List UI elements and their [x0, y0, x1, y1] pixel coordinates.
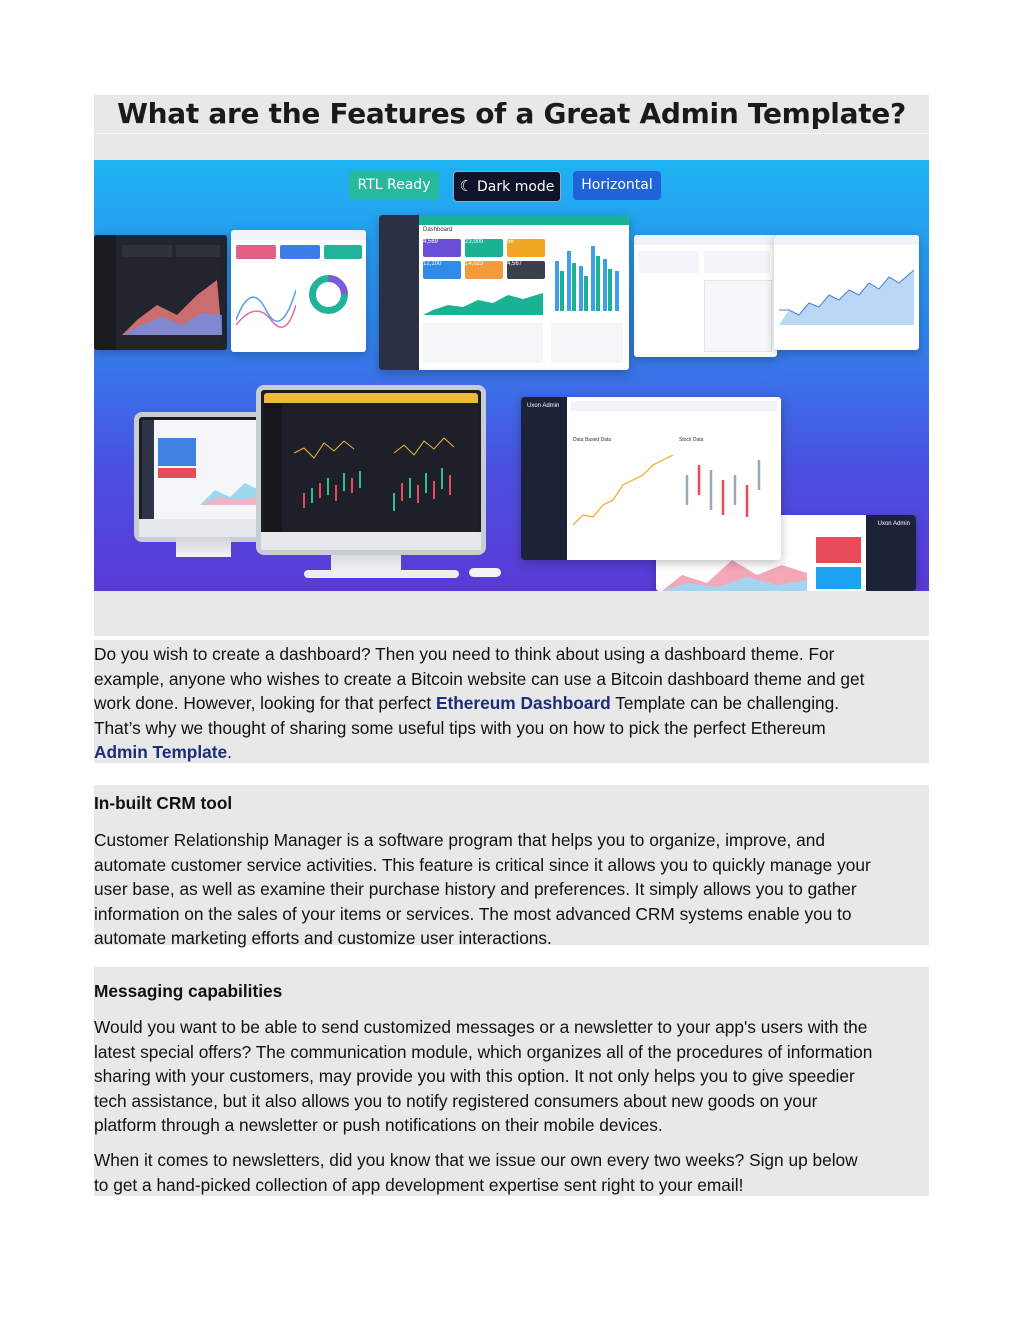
uxon-admin-screenshot — [521, 397, 781, 560]
moon-icon: ☾ — [459, 177, 474, 195]
stat-5: 14,023 — [465, 261, 484, 267]
messaging-paragraph — [94, 1015, 872, 1138]
chart-b-title: Stock Data — [679, 437, 704, 443]
newsletter-line-1: When it comes to newsletters, did you know that we issue our own every two weeks? Sign up below — [94, 1150, 858, 1170]
candlestick-chart-graphic — [294, 423, 464, 523]
dark-mode-badge — [453, 171, 561, 202]
messaging-line-1: Would you want to be able to send customized messages or a newsletter to your app's users with the — [94, 1017, 868, 1037]
intro-line-3-tail: Template can be challenging. — [610, 693, 840, 714]
intro-line-2: example, anyone who wishes to create a Bitcoin website can use a Bitcoin dashboard theme and get — [94, 668, 865, 689]
messaging-line-4: tech assistance, but it also allows you to notify registered consumers about new goods on your — [94, 1090, 818, 1111]
mouse-graphic — [469, 568, 501, 577]
horizontal-badge: Horizontal — [573, 171, 661, 200]
stat-2: 23,009 — [465, 239, 484, 245]
crm-line-2: automate customer service activities. This feature is critical since it allows you to quickly manage your — [94, 854, 871, 875]
intro-line-3 — [94, 691, 929, 716]
rtl-ready-badge: RTL Ready — [349, 171, 439, 200]
ethereum-dashboard-link[interactable]: Ethereum Dashboard — [435, 693, 611, 714]
crm-line-4: information on the sales of your items or services. The most advanced CRM systems enable you to — [94, 903, 852, 924]
stat-6: 4,567 — [507, 261, 523, 267]
crm-line-5: automate marketing efforts and customize user interactions. — [94, 928, 552, 949]
area-chart-graphic — [122, 275, 222, 335]
document — [94, 95, 929, 1195]
newsletter-paragraph — [94, 1148, 858, 1197]
intro-line-5 — [94, 740, 929, 765]
bar-chart-graphic — [551, 241, 623, 311]
messaging-heading: Messaging capabilities — [94, 981, 283, 1001]
dark-mode-label: Dark mode — [477, 179, 555, 195]
brand-name-2: Uxon Admin — [877, 521, 910, 527]
crm-line-1: Customer Relationship Manager is a software program that helps you to organize, improve, and — [94, 830, 825, 850]
main-dashboard-screenshot — [379, 215, 629, 370]
intro-line-1: Do you wish to create a dashboard? Then you need to think about using a dashboard theme. For — [94, 644, 835, 664]
brand-name: Uxon Admin — [527, 403, 560, 409]
donut-chart-graphic — [306, 272, 351, 317]
hero-spacer — [94, 591, 929, 636]
dashboard-title: Dashboard — [423, 227, 453, 233]
keyboard-graphic — [304, 570, 459, 578]
calendar-dashboard-screenshot — [634, 235, 777, 357]
messaging-line-3: sharing with your customers, may provide you with this option. It not only helps you to give speedier — [94, 1066, 855, 1087]
stat-3: 56 — [507, 239, 514, 245]
hero-image — [94, 160, 929, 591]
intro-paragraph — [94, 642, 929, 765]
page-title: What are the Features of a Great Admin Template? — [117, 97, 906, 130]
dark-dashboard-screenshot — [94, 235, 227, 350]
title-divider — [94, 133, 929, 134]
crm-heading: In-built CRM tool — [94, 793, 233, 813]
newsletter-line-2: to get a hand-picked collection of app development expertise sent right to your email! — [94, 1174, 744, 1195]
messaging-line-5: platform through a newsletter or push notifications on their mobile devices. — [94, 1115, 663, 1136]
line-chart-dashboard-screenshot — [774, 235, 919, 350]
intro-line-3-text: work done. However, looking for that perfect — [94, 693, 436, 714]
crm-paragraph — [94, 828, 871, 951]
light-dashboard-screenshot — [231, 230, 366, 352]
imac-main-mockup — [256, 385, 486, 555]
intro-line-5-tail: . — [227, 742, 232, 763]
crm-line-3: user base, as well as examine their purchase history and preferences. It simply allows you to gather — [94, 879, 857, 900]
stat-4: 12,100 — [423, 261, 442, 267]
messaging-line-2: latest special offers? The communication module, which organizes all of the procedures of information — [94, 1041, 873, 1062]
intro-section — [94, 640, 929, 763]
crm-section — [94, 785, 929, 949]
intro-line-4: That’s why we thought of sharing some useful tips with you on how to pick the perfect Ethereum — [94, 717, 826, 738]
title-block — [94, 95, 929, 160]
messaging-section — [94, 967, 929, 1196]
blue-area-chart-graphic — [779, 265, 914, 325]
stat-1: 4,569 — [423, 239, 439, 245]
chart-a-title: Data Based Data — [573, 437, 612, 443]
admin-template-link[interactable]: Admin Template — [94, 742, 228, 763]
